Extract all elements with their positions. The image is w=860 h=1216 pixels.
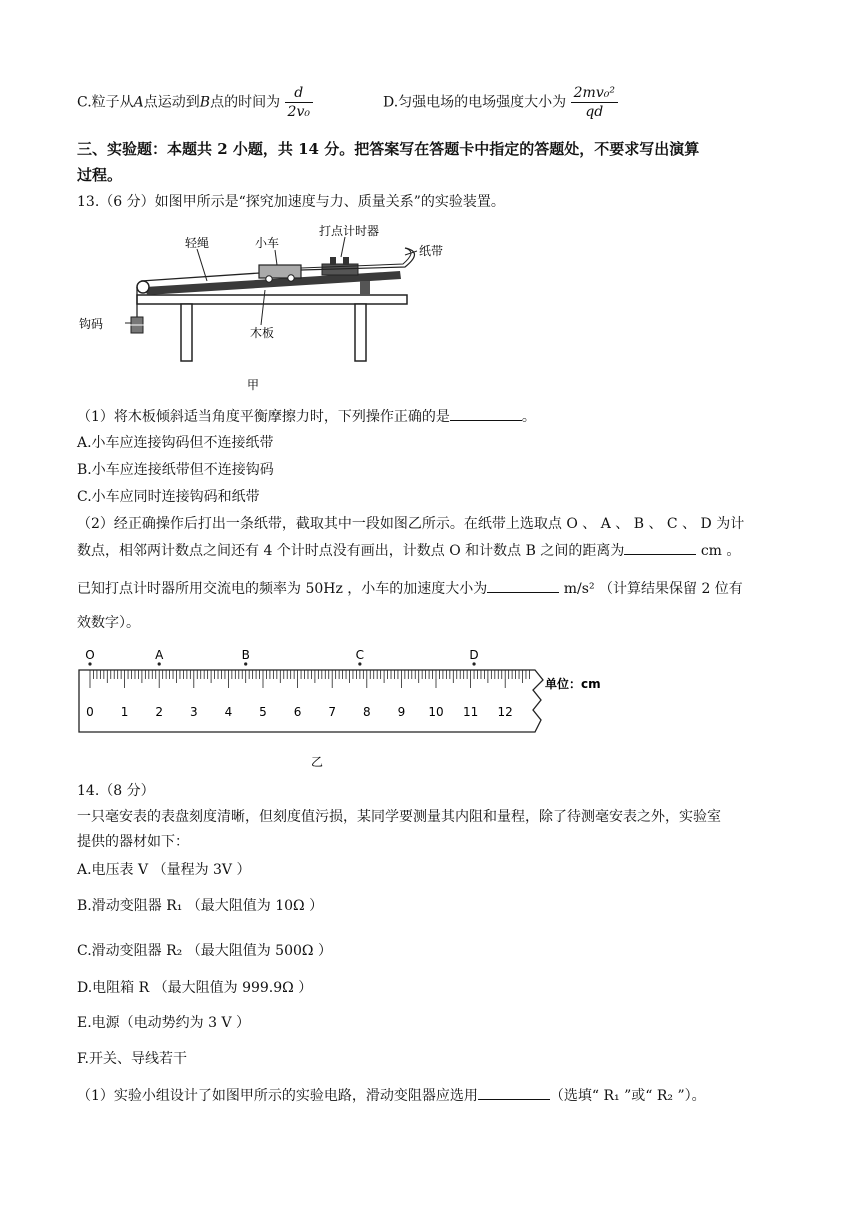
tape-point xyxy=(358,662,361,665)
q13-option-b: B.小车应连接纸带但不连接钩码 xyxy=(77,462,274,478)
time-fraction xyxy=(285,84,313,121)
q14-item-a: A.电压表 V （量程为 3V ） xyxy=(77,862,251,878)
q13-part2-line1: （2）经正确操作后打出一条纸带，截取其中一段如图乙所示。在纸带上选取点 O 、 A 、 B 、 C 、 D 为计 xyxy=(77,516,745,532)
option-d xyxy=(383,84,618,121)
cart-wheel-left xyxy=(266,276,272,282)
section3-heading-line2: 过程。 xyxy=(77,166,123,184)
ruler-tick-label: 4 xyxy=(224,705,233,719)
tape-point-label: B xyxy=(241,648,250,662)
section3-heading-line1: 三、实验题：本题共 2 小题，共 14 分。把答案写在答题卡中指定的答题处，不要求写出演算 xyxy=(77,140,700,158)
pulley xyxy=(137,281,149,293)
tape-point-label: O xyxy=(85,648,95,662)
q13-part1-end: 。 xyxy=(521,409,536,425)
q14-item-f: F.开关、导线若干 xyxy=(77,1051,187,1067)
q14-item-b: B.滑动变阻器 R₁ （最大阻值为 10Ω ） xyxy=(77,898,324,914)
label-cart: 小车 xyxy=(255,236,280,250)
ruler-tick-label: 6 xyxy=(293,705,302,719)
option-c-prefix: C.粒子从 xyxy=(77,94,134,111)
tape-point-label: D xyxy=(469,648,479,662)
q13-part2-line3-a: 已知打点计时器所用交流电的频率为 50Hz ，小车的加速度大小为 xyxy=(77,581,488,597)
caption-jia: 甲 xyxy=(247,378,260,392)
q13-part2-line4: 效数字）。 xyxy=(77,615,140,631)
tape-point xyxy=(158,662,161,665)
label-rope: 轻绳 xyxy=(185,236,210,250)
q13-option-a: A.小车应连接钩码但不连接纸带 xyxy=(77,435,274,451)
ruler-tick-label: 5 xyxy=(259,705,267,719)
point-b: B xyxy=(199,94,211,111)
q14-header: 14.（8 分） xyxy=(77,783,155,799)
tape-point xyxy=(88,662,91,665)
q14-intro-line2: 提供的器材如下： xyxy=(77,834,189,850)
q14-item-c: C.滑动变阻器 R₂ （最大阻值为 500Ω ） xyxy=(77,943,332,959)
label-tape: 纸带 xyxy=(419,244,444,258)
q14-part1 xyxy=(77,1085,706,1105)
field-fraction xyxy=(571,84,618,121)
q13-part1-text: （1）将木板倾斜适当角度平衡摩擦力时，下列操作正确的是 xyxy=(77,409,450,425)
q13-option-c: C.小车应同时连接钩码和纸带 xyxy=(77,489,260,505)
time-fraction-denominator: 2v₀ xyxy=(287,104,310,120)
answer-blank-4[interactable] xyxy=(478,1085,550,1100)
ruler-tick-label: 3 xyxy=(189,705,198,719)
label-timer: 打点计时器 xyxy=(319,224,380,238)
field-fraction-numerator: 2mv₀² xyxy=(571,84,618,103)
option-c xyxy=(77,84,313,121)
answer-blank-1[interactable] xyxy=(450,406,522,421)
ruler-tick-label: 8 xyxy=(362,705,371,719)
table-leg-right xyxy=(355,304,366,361)
tape-point-label: C xyxy=(355,648,365,662)
option-c-suffix: 点的时间为 xyxy=(210,94,281,111)
field-fraction-denominator: qd xyxy=(585,104,604,120)
answer-blank-3[interactable] xyxy=(487,578,559,593)
label-board: 木板 xyxy=(250,326,275,340)
support-block xyxy=(360,281,370,295)
ruler-tick-label: 2 xyxy=(155,705,164,719)
q13-part2-line3 xyxy=(77,578,743,598)
q14-intro-line1: 一只毫安表的表盘刻度清晰，但刻度值污损，某同学要测量其内阻和量程，除了待测毫安表之外，实验室 xyxy=(77,809,721,825)
tape-point xyxy=(472,662,475,665)
q14-part1-a: （1）实验小组设计了如图甲所示的实验电路，滑动变阻器应选用 xyxy=(77,1088,478,1104)
caption-yi: 乙 xyxy=(311,755,324,769)
cart-wheel-right xyxy=(288,275,294,281)
q13-part2-line2-a: 数点，相邻两计数点之间还有 4 个计时点没有画出，计数点 O 和计数点 B 之间的距离为 xyxy=(77,543,625,559)
answer-blank-2[interactable] xyxy=(624,540,696,555)
option-c-mid: 点运动到 xyxy=(143,94,200,111)
q14-item-e: E.电源（电动势约为 3 V ） xyxy=(77,1015,251,1031)
ruler-body xyxy=(79,670,543,732)
ruler-tick-label: 12 xyxy=(497,705,513,719)
ruler-tick-label: 7 xyxy=(328,705,337,719)
table-top xyxy=(137,295,407,304)
apparatus-figure xyxy=(75,215,445,395)
ruler-tick-label: 1 xyxy=(120,705,129,719)
q13-part2-line3-b: m/s² （计算结果保留 2 位有 xyxy=(559,581,743,597)
q14-item-d: D.电阻箱 R （最大阻值为 999.9Ω ） xyxy=(77,980,313,996)
option-d-prefix: D.匀强电场的电场强度大小为 xyxy=(383,94,567,111)
q14-part1-b: （选填“ R₁ ”或“ R₂ ”）。 xyxy=(549,1088,706,1104)
unit-label: 单位：cm xyxy=(545,677,601,691)
q13-part2-line2-b: cm 。 xyxy=(696,543,741,559)
q13-part1 xyxy=(77,406,536,426)
tape-point-label: A xyxy=(155,648,164,662)
label-hook: 钩码 xyxy=(79,317,104,331)
ruler-tick-label: 0 xyxy=(86,705,94,719)
rope xyxy=(141,273,260,281)
table-leg-left xyxy=(181,304,192,361)
time-fraction-numerator: d xyxy=(285,84,313,103)
tape-point xyxy=(244,662,247,665)
q13-part2-line2 xyxy=(77,540,740,560)
ruler-tick-label: 11 xyxy=(462,705,479,719)
q13-header: 13.（6 分）如图甲所示是“探究加速度与力、质量关系”的实验装置。 xyxy=(77,194,505,210)
cart xyxy=(259,265,301,278)
ruler-tick-label: 9 xyxy=(397,705,406,719)
point-a: A xyxy=(133,94,144,111)
ruler-figure xyxy=(75,640,635,775)
ruler-tick-label: 10 xyxy=(428,705,444,719)
